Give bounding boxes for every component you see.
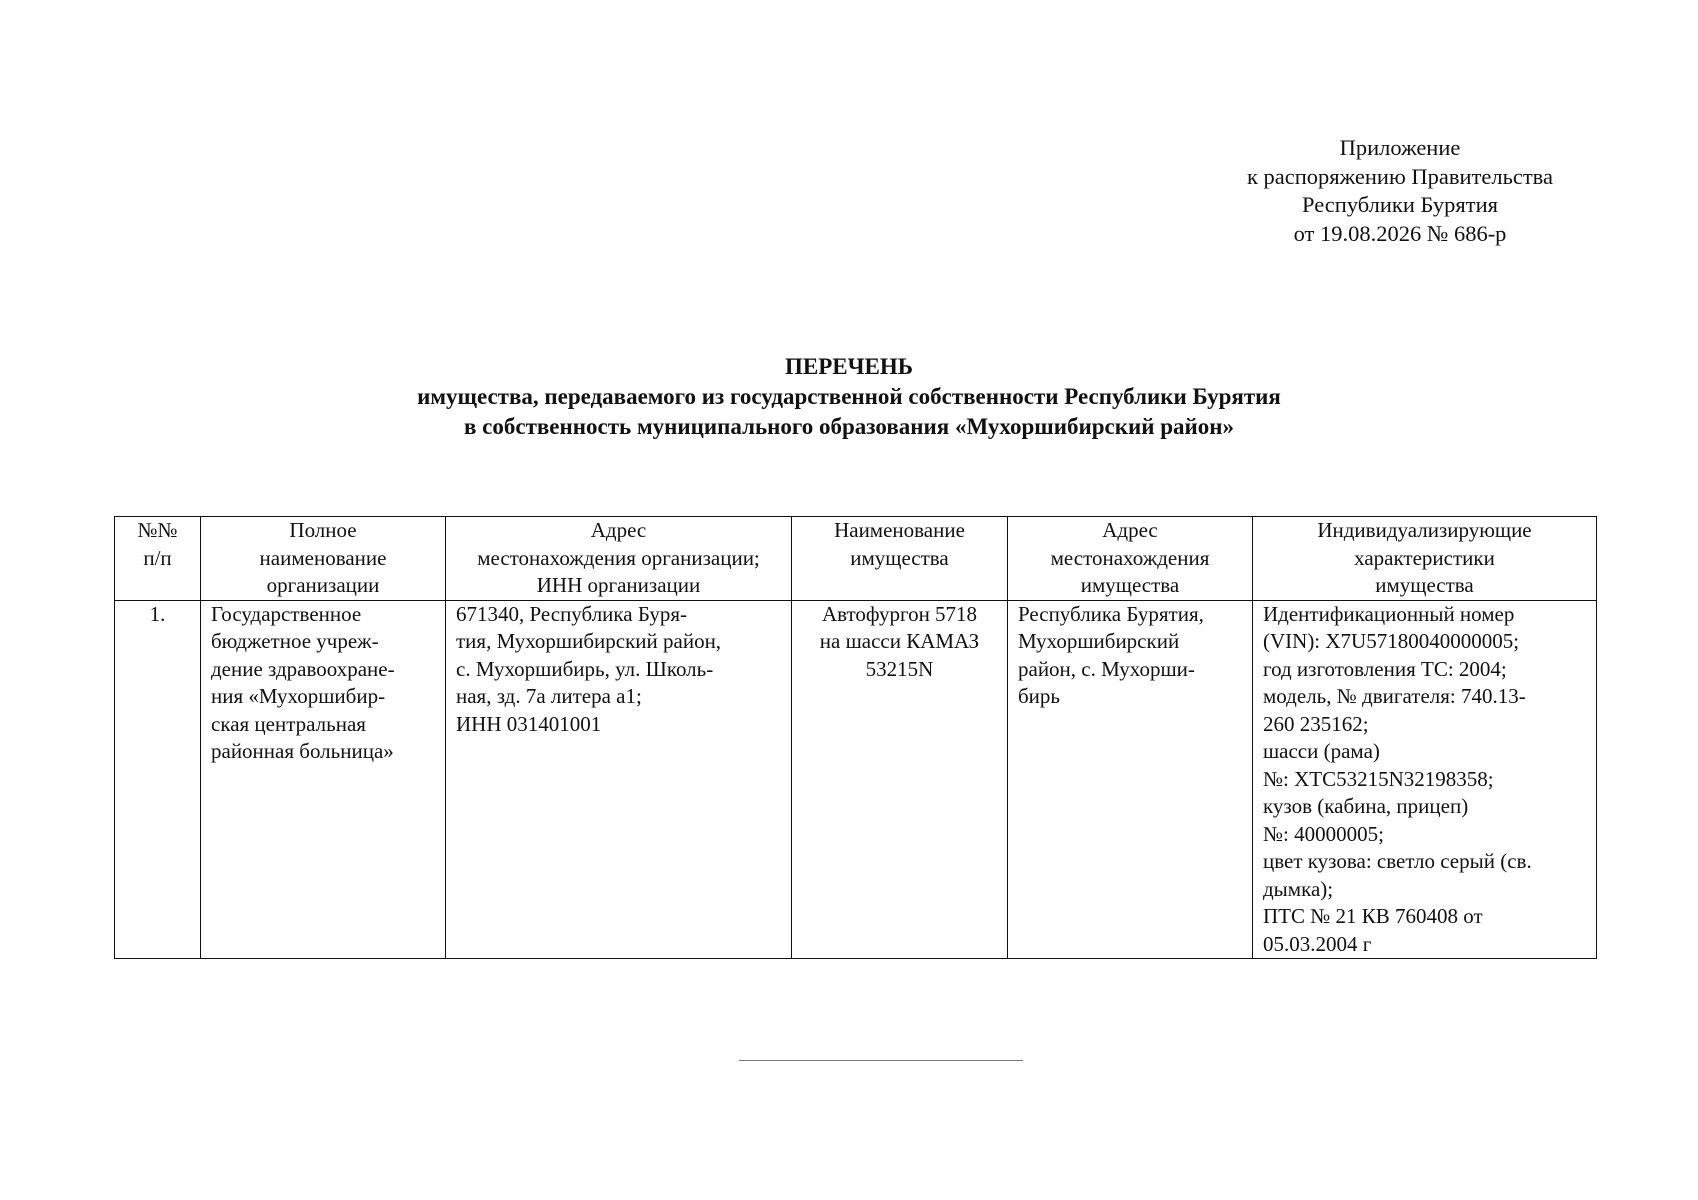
header-org-name: [201, 517, 446, 601]
cell-line: тия, Мухоршибирский район,: [456, 629, 722, 653]
cell-line: Республика Бурятия,: [1018, 601, 1204, 626]
title-subline: в собственность муниципального образования «Мухоршибирский район»: [464, 414, 1234, 439]
cell-line: на шасси КАМАЗ: [819, 629, 980, 653]
cell-line: ИНН 031401001: [456, 711, 602, 736]
closing-rule: [739, 1060, 1023, 1061]
cell-line: районная больница»: [211, 739, 394, 763]
property-table: [114, 516, 1597, 959]
header-text: имущества: [1375, 573, 1474, 597]
cell-line: кузов (кабина, прицеп): [1263, 794, 1469, 818]
cell-line: дымка);: [1263, 876, 1334, 901]
cell-property-name: [792, 600, 1008, 959]
appendix-line: Республики Бурятия: [1302, 192, 1498, 217]
title-subline: имущества, передаваемого из государственной собственности Республики Бурятия: [417, 384, 1281, 409]
header-text: ИНН организации: [536, 573, 701, 597]
header-text: Адрес: [1102, 518, 1158, 542]
cell-line: 05.03.2004 г: [1263, 931, 1372, 956]
header-text: №№: [137, 518, 178, 542]
header-text: местонахождения: [1050, 545, 1210, 570]
header-org-address: [446, 517, 792, 601]
appendix-line: Приложение: [1339, 135, 1461, 160]
header-text: Адрес: [590, 518, 647, 542]
row-number: 1.: [149, 601, 166, 626]
cell-line: Государственное: [211, 601, 362, 626]
appendix-date-line: от 19.08.2026 № 686-р: [1293, 220, 1507, 246]
cell-line: Автофургон 5718: [821, 601, 978, 626]
cell-line: №: XTC53215N32198358;: [1263, 766, 1494, 791]
cell-line: 53215N: [865, 656, 934, 681]
header-text: имущества: [1080, 573, 1180, 597]
header-text: Наименование: [834, 518, 965, 542]
header-text: имущества: [850, 545, 949, 570]
cell-line: цвет кузова: светло серый (св.: [1263, 849, 1532, 873]
cell-number: [115, 600, 201, 959]
cell-line: Идентификационный номер: [1263, 601, 1515, 626]
header-text: местонахождения организации;: [477, 545, 760, 570]
cell-line: район, с. Мухорши-: [1018, 656, 1195, 681]
header-text: характеристики: [1354, 545, 1495, 570]
header-property-address: [1008, 517, 1253, 601]
document-title: [0, 352, 1698, 442]
cell-line: бюджетное учреж-: [211, 629, 379, 653]
cell-line: №: 40000005;: [1263, 821, 1384, 846]
cell-line: ская центральная: [211, 711, 366, 736]
cell-line: Мухоршибирский: [1018, 629, 1180, 653]
cell-line: 260 235162;: [1263, 711, 1369, 736]
cell-property-address: [1008, 600, 1253, 959]
cell-org-name: [201, 600, 446, 959]
table-header-row: [115, 517, 1597, 601]
header-text: наименование: [259, 545, 387, 570]
cell-line: дение здравоохране-: [211, 656, 395, 681]
cell-line: модель, № двигателя: 740.13-: [1263, 684, 1526, 708]
header-property-name: [792, 517, 1008, 601]
header-number: [115, 517, 201, 601]
cell-line: ная, зд. 7а литера а1;: [456, 684, 642, 708]
cell-line: (VIN): X7U57180040000005;: [1263, 629, 1520, 653]
cell-line: с. Мухоршибирь, ул. Школь-: [456, 656, 714, 681]
header-text: Индивидуализирующие: [1317, 518, 1532, 542]
cell-line: шасси (рама): [1263, 739, 1380, 763]
header-text: Полное: [289, 518, 357, 542]
header-text: организации: [266, 573, 380, 597]
cell-line: 671340, Республика Буря-: [456, 601, 688, 626]
cell-line: ПТС № 21 КВ 760408 от: [1263, 904, 1483, 928]
cell-org-address: [446, 600, 792, 959]
appendix-line: к распоряжению Правительства: [1246, 163, 1553, 189]
cell-line: бирь: [1018, 684, 1060, 708]
header-characteristics: [1253, 517, 1597, 601]
title-heading: ПЕРЕЧЕНЬ: [785, 354, 913, 379]
table-row: [115, 600, 1597, 959]
cell-characteristics: [1253, 600, 1597, 959]
cell-line: год изготовления ТС: 2004;: [1263, 656, 1507, 681]
appendix-block: [1180, 134, 1620, 248]
header-text: п/п: [143, 545, 172, 570]
cell-line: ния «Мухоршибир-: [211, 684, 386, 708]
